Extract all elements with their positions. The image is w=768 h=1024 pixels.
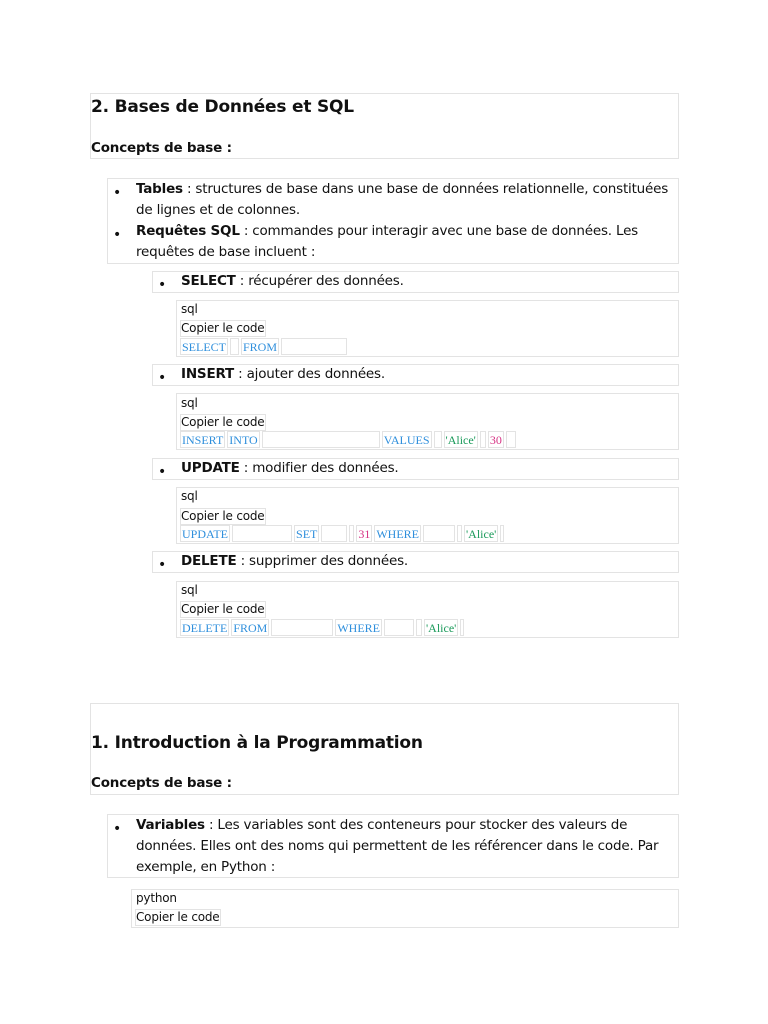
query-item-update: UPDATE : modifier des données. — [181, 460, 399, 476]
code-line-update — [180, 525, 506, 542]
code-token: DELETE — [182, 621, 228, 635]
list-item-tables: Tables : structures de base dans une base de données relationnelle, constituées de lignes et de colonnes. — [136, 181, 669, 218]
copy-code-button[interactable]: Copier le code — [181, 509, 265, 523]
bullet: • — [113, 227, 122, 243]
sql-concepts-subtitle: Concepts de base : — [91, 140, 232, 156]
code-token: INSERT — [182, 433, 224, 447]
code-token: SET — [296, 527, 318, 541]
copy-code-button[interactable]: Copier le code — [181, 321, 265, 335]
code-token — [271, 619, 333, 636]
copy-code-button[interactable]: Copier le code — [181, 602, 265, 616]
bullet: • — [113, 185, 122, 201]
code-token — [506, 431, 516, 448]
code-token: FROM — [243, 340, 278, 354]
bullet: • — [158, 370, 167, 386]
bullet: • — [158, 464, 167, 480]
code-token: 31 — [358, 527, 371, 541]
code-line-delete — [180, 619, 466, 636]
code-token — [349, 525, 354, 542]
bullet: • — [158, 557, 167, 573]
code-lang-label: sql — [181, 583, 198, 597]
code-token — [434, 431, 442, 448]
code-token — [321, 525, 347, 542]
query-item-insert: INSERT : ajouter des données. — [181, 366, 385, 382]
query-item-delete: DELETE : supprimer des données. — [181, 553, 409, 569]
code-token: VALUES — [383, 433, 430, 447]
code-token — [423, 525, 455, 542]
code-token: INTO — [229, 433, 258, 447]
code-token: 'Alice' — [466, 527, 497, 541]
query-item-select: SELECT : récupérer des données. — [181, 273, 404, 289]
code-lang-label: python — [136, 891, 177, 905]
code-token: SELECT — [182, 340, 226, 354]
bullet: • — [158, 277, 167, 293]
copy-code-button[interactable]: Copier le code — [181, 415, 265, 429]
code-line-insert — [180, 431, 518, 448]
code-token: FROM — [233, 621, 268, 635]
bullet: • — [113, 821, 122, 837]
sql-section-title: 2. Bases de Données et SQL — [91, 97, 354, 117]
code-token — [384, 619, 414, 636]
prog-section-title: 1. Introduction à la Programmation — [91, 733, 423, 753]
prog-concepts-subtitle: Concepts de base : — [91, 775, 232, 791]
list-item-requetes-sql: Requêtes SQL : commandes pour interagir avec une base de données. Les requêtes de base incluent : — [136, 223, 639, 260]
code-token: WHERE — [337, 621, 380, 635]
code-token: 'Alice' — [426, 621, 457, 635]
code-token — [230, 338, 239, 355]
code-lang-label: sql — [181, 489, 198, 503]
code-token: 'Alice' — [445, 433, 476, 447]
copy-code-button[interactable]: Copier le code — [136, 910, 220, 924]
code-token — [480, 431, 486, 448]
code-token — [457, 525, 462, 542]
code-lang-label: sql — [181, 396, 198, 410]
code-token: WHERE — [376, 527, 420, 541]
code-token — [500, 525, 504, 542]
code-token: UPDATE — [182, 527, 229, 541]
list-item-variables: Variables : Les variables sont des conteneurs pour stocker des valeurs de données. Elles ont des noms qui permettent de les référencer dans le code. Par exemple, en Python : — [136, 817, 659, 875]
code-token — [460, 619, 464, 636]
code-token: 30 — [489, 433, 502, 447]
code-token — [262, 431, 380, 448]
code-token — [232, 525, 292, 542]
code-line-select — [180, 338, 349, 355]
code-token — [416, 619, 422, 636]
code-token — [281, 338, 347, 355]
code-lang-label: sql — [181, 302, 198, 316]
